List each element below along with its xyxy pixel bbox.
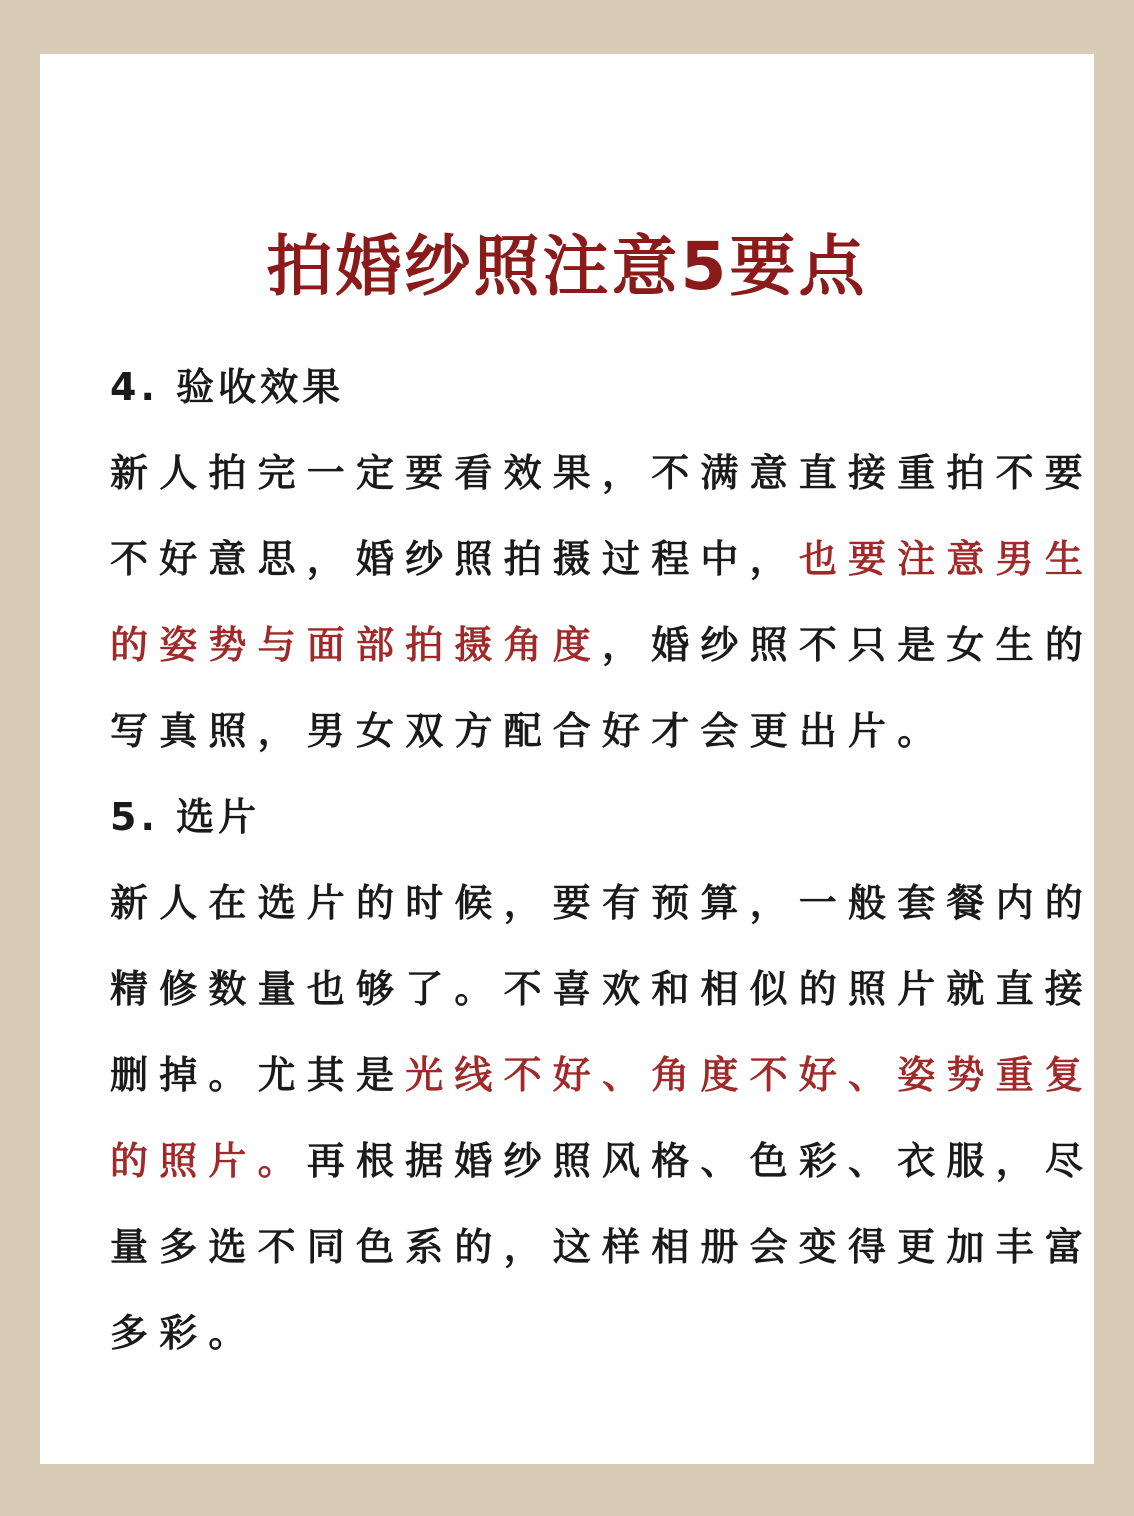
- section-paragraph: [110, 430, 1100, 774]
- article-body: [110, 344, 1100, 1376]
- paragraph-text: 新人拍完一定要看效果，不满意直接重拍不要不好意思，婚纱照拍摄过程中，: [110, 451, 1095, 581]
- section-heading: 4. 验收效果: [110, 365, 345, 409]
- paragraph-text: 新人在选片的时候，要有预算，一般套餐内的精修数量也够了。不喜欢和相似的照片就直接删掉。尤其是: [110, 881, 1095, 1097]
- highlighted-text: 也要注意男生的姿势与面部拍摄角度: [110, 537, 1095, 667]
- paragraph-text: 再根据婚纱照风格、色彩、衣服，尽量多选不同色系的，这样相册会变得更加丰富多彩。: [110, 1139, 1095, 1355]
- section-5: [110, 774, 1100, 1376]
- content-card: [40, 54, 1094, 1464]
- section-4: [110, 344, 1100, 774]
- highlighted-text: 光线不好、角度不好、姿势重复的照片。: [110, 1053, 1095, 1183]
- section-heading: 5. 选片: [110, 795, 261, 839]
- section-paragraph: [110, 860, 1100, 1376]
- paragraph-text: ，婚纱照不只是女生的写真照，男女双方配合好才会更出片。: [110, 623, 1095, 753]
- page-title: 拍婚纱照注意5要点: [266, 228, 868, 305]
